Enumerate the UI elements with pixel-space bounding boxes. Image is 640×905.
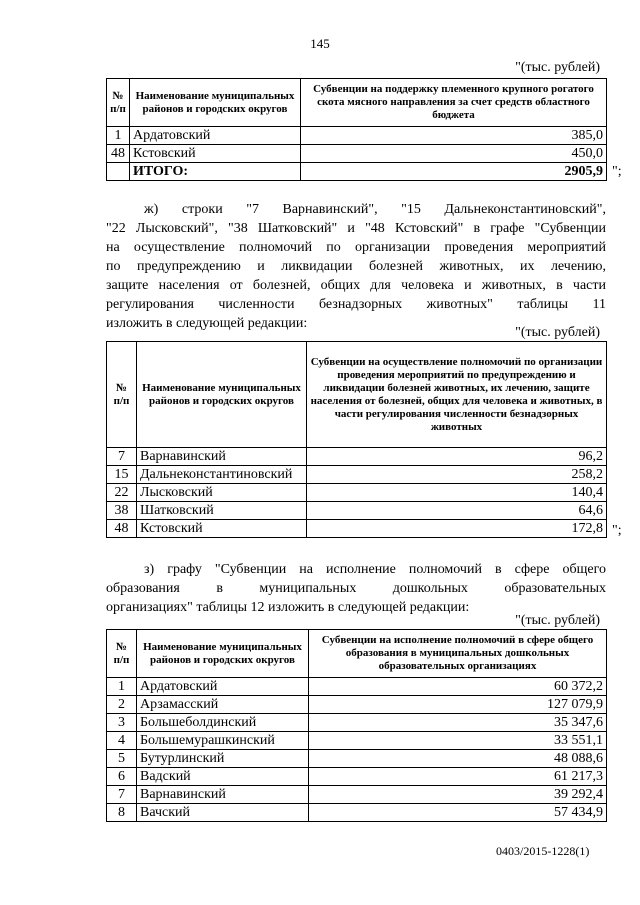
- row-num: 22: [107, 484, 137, 502]
- row-value: 96,2: [307, 448, 607, 466]
- table2-closing: ";: [612, 523, 622, 538]
- paragraph-line: защите населения от болезней, общих для человека и животных, в части: [106, 278, 606, 293]
- row-num: 7: [107, 448, 137, 466]
- table2: [106, 341, 607, 538]
- row-value: 35 347,6: [309, 714, 607, 732]
- table1: [106, 78, 607, 181]
- row-name: Шатковский: [137, 502, 307, 520]
- row-value: 33 551,1: [309, 732, 607, 750]
- row-num: 5: [107, 750, 137, 768]
- row-value: 172,8: [307, 520, 607, 538]
- paragraph-line: образования в муниципальных дошкольных образовательных: [106, 581, 606, 596]
- row-num: 2: [107, 696, 137, 714]
- row-name: Дальнеконстантиновский: [137, 466, 307, 484]
- paragraph-line: на осуществление полномочий по организации проведения мероприятий: [106, 240, 606, 255]
- table-row: [107, 145, 607, 163]
- row-name: Ардатовский: [130, 127, 301, 145]
- row-num: 1: [107, 127, 130, 145]
- table1-closing: ";: [612, 164, 622, 179]
- table-row: [107, 768, 607, 786]
- row-num: 7: [107, 786, 137, 804]
- table-row: [107, 127, 607, 145]
- row-name: Бутурлинский: [137, 750, 309, 768]
- table1-total-row: [107, 163, 607, 181]
- paragraph-line: ж) строки "7 Варнавинский", "15 Дальнеконстантиновский",: [144, 202, 606, 217]
- row-num: 15: [107, 466, 137, 484]
- table2-header-value: Субвенции на осуществление полномочий по организации проведения мероприятий по предупреждению и ликвидации болезней животных, их лечению, защите населения от болезней, общих для человека и животных, в части регулирования численности безнадзорных животных: [307, 342, 607, 448]
- paragraph-line: изложить в следующей редакции:: [106, 316, 308, 331]
- table2-header-num: № п/п: [107, 342, 137, 448]
- row-name: Арзамасский: [137, 696, 309, 714]
- table-row: [107, 448, 607, 466]
- table2-unit: "(тыс. рублей): [515, 325, 600, 340]
- table-row: [107, 484, 607, 502]
- row-num: 48: [107, 145, 130, 163]
- row-name: Ардатовский: [137, 678, 309, 696]
- table1-unit: "(тыс. рублей): [515, 60, 600, 75]
- row-value: 127 079,9: [309, 696, 607, 714]
- row-name: Большемурашкинский: [137, 732, 309, 750]
- document-code: 0403/2015-1228(1): [496, 844, 590, 858]
- table-row: [107, 466, 607, 484]
- paragraph-line: по предупреждению и ликвидации болезней животных, их лечению,: [106, 259, 606, 274]
- row-value: 258,2: [307, 466, 607, 484]
- table-row: [107, 678, 607, 696]
- page-number: 145: [310, 36, 330, 51]
- row-num: 48: [107, 520, 137, 538]
- table3: [106, 629, 607, 822]
- row-value: 450,0: [301, 145, 607, 163]
- table3-header-name: Наименование муниципальных районов и городских округов: [137, 630, 309, 678]
- table3-header-num: № п/п: [107, 630, 137, 678]
- row-num: 3: [107, 714, 137, 732]
- row-value: 140,4: [307, 484, 607, 502]
- paragraph-line: регулирования численности безнадзорных животных" таблицы 11: [106, 297, 606, 312]
- table3-unit: "(тыс. рублей): [515, 613, 600, 628]
- row-value: 48 088,6: [309, 750, 607, 768]
- paragraph-zh: [106, 200, 606, 333]
- table-row: [107, 732, 607, 750]
- paragraph-line: "22 Лысковский", "38 Шатковский" и "48 Кстовский" в графе "Субвенции: [106, 221, 606, 236]
- row-value: 39 292,4: [309, 786, 607, 804]
- paragraph-line: организациях" таблицы 12 изложить в следующей редакции:: [106, 600, 470, 615]
- row-name: Большеболдинский: [137, 714, 309, 732]
- table3-header-value: Субвенции на исполнение полномочий в сфере общего образования в муниципальных дошкольных образовательных организациях: [309, 630, 607, 678]
- table2-header-name: Наименование муниципальных районов и городских округов: [137, 342, 307, 448]
- table-row: [107, 502, 607, 520]
- row-num: 8: [107, 804, 137, 822]
- table1-header-value: Субвенции на поддержку племенного крупного рогатого скота мясного направления за счет средств областного бюджета: [301, 79, 607, 127]
- row-name: Варнавинский: [137, 786, 309, 804]
- table1-header-name: Наименование муниципальных районов и городских округов: [130, 79, 301, 127]
- paragraph-z: [106, 560, 606, 617]
- row-value: 57 434,9: [309, 804, 607, 822]
- row-name: Кстовский: [130, 145, 301, 163]
- row-name: Вадский: [137, 768, 309, 786]
- total-label: ИТОГО:: [130, 163, 301, 181]
- row-num: 1: [107, 678, 137, 696]
- table-row: [107, 786, 607, 804]
- row-num: 6: [107, 768, 137, 786]
- total-value: 2905,9: [301, 163, 607, 181]
- row-value: 61 217,3: [309, 768, 607, 786]
- table1-header-num: № п/п: [107, 79, 130, 127]
- row-name: Кстовский: [137, 520, 307, 538]
- table-row: [107, 750, 607, 768]
- row-value: 385,0: [301, 127, 607, 145]
- table-row: [107, 696, 607, 714]
- row-value: 60 372,2: [309, 678, 607, 696]
- row-num: 38: [107, 502, 137, 520]
- row-value: 64,6: [307, 502, 607, 520]
- table-row: [107, 520, 607, 538]
- row-name: Варнавинский: [137, 448, 307, 466]
- table-row: [107, 714, 607, 732]
- table-row: [107, 804, 607, 822]
- paragraph-line: з) графу "Субвенции на исполнение полномочий в сфере общего: [144, 562, 606, 577]
- row-name: Лысковский: [137, 484, 307, 502]
- row-num: 4: [107, 732, 137, 750]
- row-name: Вачский: [137, 804, 309, 822]
